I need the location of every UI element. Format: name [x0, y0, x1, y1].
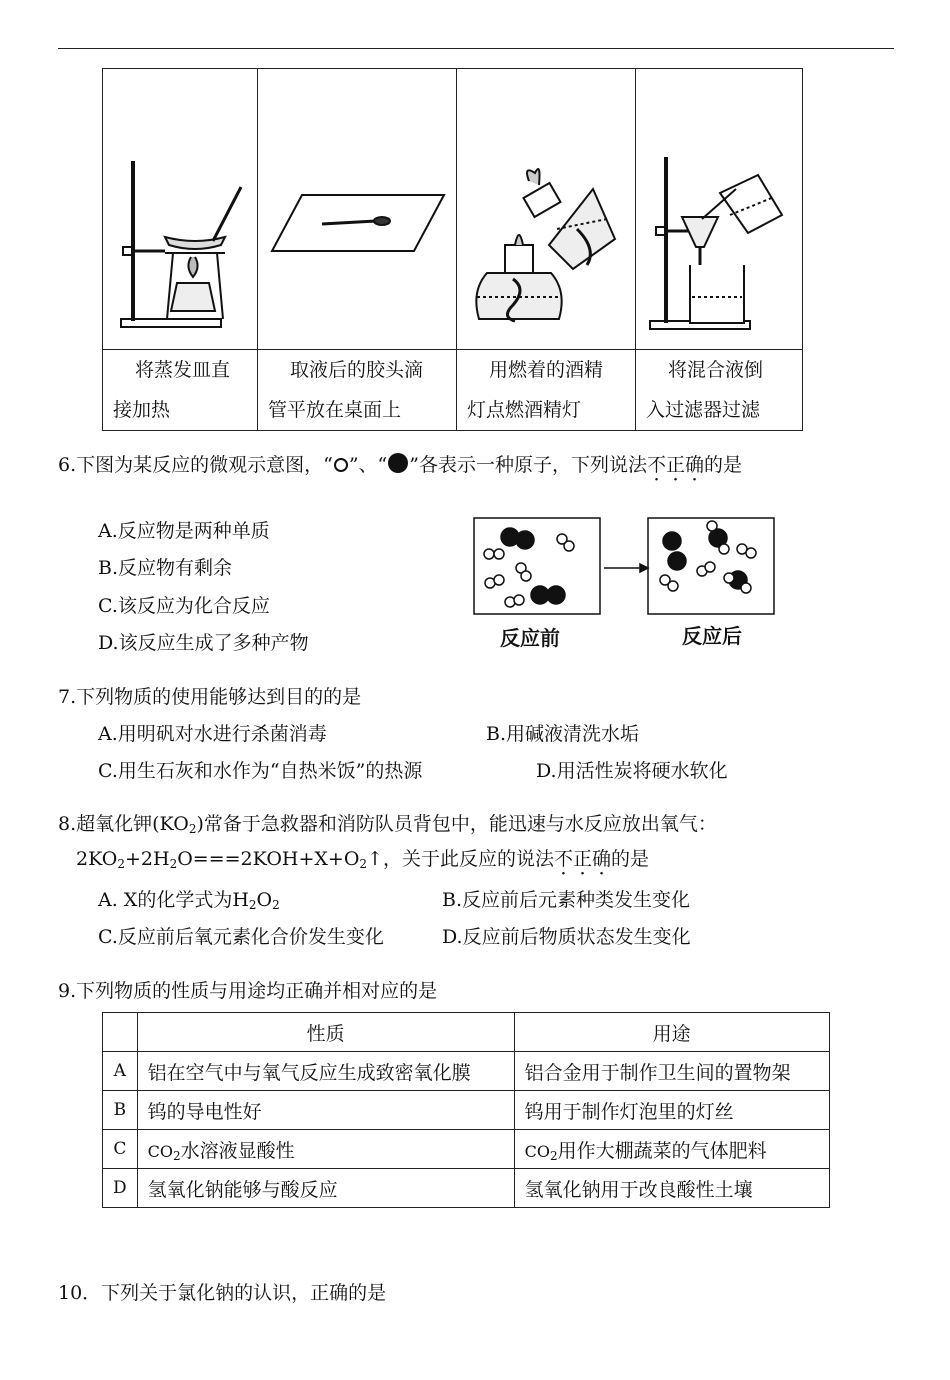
table-row [103, 1052, 830, 1091]
q8-option-b: B.反应前后元素种类发生变化 [442, 889, 691, 911]
solid-atom-icon [387, 452, 409, 474]
apparatus-figure-cell [103, 69, 258, 350]
property-cell: 氢氧化钠能够与酸反应 [137, 1169, 514, 1208]
header-rule [58, 48, 894, 49]
hollow-atom-icon [333, 457, 349, 473]
property-cell: 铝在空气中与氧气反应生成致密氧化膜 [137, 1052, 514, 1091]
q6-option-b: B.反应物有剩余 [98, 557, 233, 579]
apparatus-caption-d [636, 350, 803, 431]
header-use: 用途 [514, 1013, 829, 1052]
q6-option-d: D.该反应生成了多种产物 [98, 632, 309, 654]
q6-stem: 6.下图为某反应的微观示意图，“ ”、“ ”各表示一种原子，下列说法不正确的是 [58, 454, 743, 476]
caption-line: 取液后的胶头滴 [290, 359, 424, 381]
use-cell: 铝合金用于制作卫生间的置物架 [514, 1052, 829, 1091]
apparatus-figure-cell [636, 69, 803, 350]
use-cell: 钨用于制作灯泡里的灯丝 [514, 1091, 829, 1130]
q8-stem: 8.超氧化钾$(KO_2)$常备于急救器和消防队员背包中，能迅速与水反应放出氧气： [58, 813, 717, 836]
caption-line: 将混合液倒 [668, 359, 764, 381]
apparatus-figure-cell [258, 69, 457, 350]
table-row [103, 1130, 830, 1169]
caption-line: 将蒸发皿直 [135, 359, 231, 381]
q7-option-c: C.用生石灰和水作为“自热米饭”的热源 [98, 760, 423, 782]
table-header-row [103, 1013, 830, 1052]
q7-option-b: B.用碱液清洗水垢 [486, 723, 640, 745]
table-row [103, 1091, 830, 1130]
q7-stem: 7.下列物质的使用能够达到目的的是 [58, 686, 362, 708]
row-label: D [103, 1169, 138, 1208]
property-cell: $CO_2$水溶液显酸性 [137, 1130, 514, 1169]
apparatus-caption-a [103, 350, 258, 431]
apparatus-caption-b [258, 350, 457, 431]
row-label: A [103, 1052, 138, 1091]
apparatus-table [102, 68, 803, 431]
caption-line: 用燃着的酒精 [489, 359, 604, 381]
caption-line: 灯点燃酒精灯 [467, 399, 582, 421]
caption-line: 管平放在桌面上 [268, 399, 402, 421]
header-property: 性质 [137, 1013, 514, 1052]
alcohol-lamp-lighting-illustration [457, 69, 635, 349]
q6-option-c: C.该反应为化合反应 [98, 595, 270, 617]
q8-option-a: A. X的化学式为$H_2O_2$ [98, 889, 280, 912]
after-label: 反应后 [682, 624, 742, 648]
use-cell: $CO_2$用作大棚蔬菜的气体肥料 [514, 1130, 829, 1169]
row-label: B [103, 1091, 138, 1130]
row-label: C [103, 1130, 138, 1169]
q8-option-d: D.反应前后物质状态发生变化 [442, 926, 691, 948]
table-row [103, 1169, 830, 1208]
reaction-diagram [472, 516, 782, 616]
property-use-table [102, 1012, 830, 1208]
filtration-illustration [636, 69, 802, 349]
evaporating-dish-illustration [103, 69, 257, 349]
before-label: 反应前 [500, 626, 560, 650]
apparatus-caption-c [457, 350, 636, 431]
property-cell: 钨的导电性好 [137, 1091, 514, 1130]
q8-option-c: C.反应前后氧元素化合价发生变化 [98, 926, 384, 948]
q9-stem: 9.下列物质的性质与用途均正确并相对应的是 [58, 980, 438, 1002]
table-corner-cell [103, 1013, 138, 1052]
use-cell: 氢氧化钠用于改良酸性土壤 [514, 1169, 829, 1208]
q7-option-a: A.用明矾对水进行杀菌消毒 [98, 723, 327, 745]
caption-line: 入过滤器过滤 [646, 399, 761, 421]
dropper-on-table-illustration [258, 69, 456, 349]
q8-equation: $2KO_2+2H_2O===2KOH+X+O_2↑$，关于此反应的说法不正确的是 [76, 848, 650, 871]
q6-option-a: A.反应物是两种单质 [98, 520, 270, 542]
q7-option-d: D.用活性炭将硬水软化 [536, 760, 728, 782]
apparatus-figure-cell [457, 69, 636, 350]
caption-line: 接加热 [113, 399, 171, 421]
q10-stem: 10．下列关于氯化钠的认识，正确的是 [58, 1282, 387, 1304]
